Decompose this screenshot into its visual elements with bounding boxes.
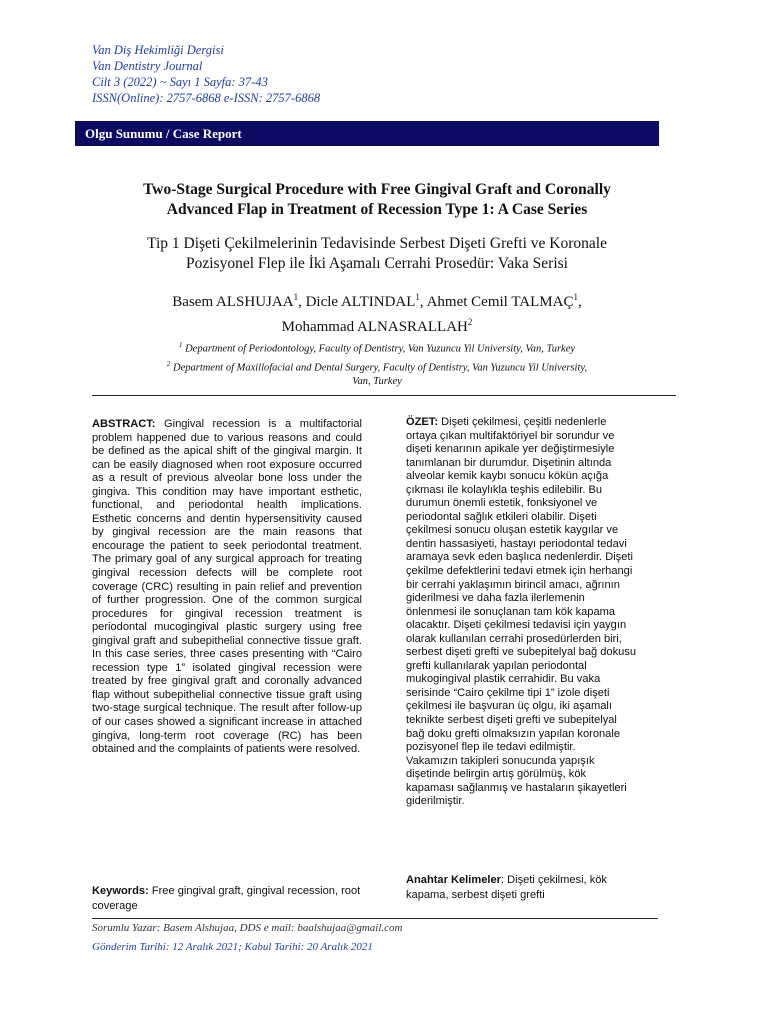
ozet-line: alveolar kemik kaybı sonucu kökün açığa bbox=[406, 470, 609, 483]
anahtar-text-continued: kapama, serbest dişeti grefti bbox=[406, 889, 545, 901]
ozet-line: giderilmesi ve daha fazla ilerlemenin bbox=[406, 592, 585, 605]
ozet-line: aramaya sevk eden başlıca nedenlerdir. Dişeti bbox=[406, 551, 633, 564]
abstract-turkish bbox=[406, 416, 658, 809]
author-affiliation-mark: 1 bbox=[573, 292, 578, 302]
ozet-line: kapaması sağlanmış ve hastaların şikayetleri bbox=[406, 781, 627, 794]
title-english-line-1: Two-Stage Surgical Procedure with Free Gingival Graft and Coronally bbox=[143, 181, 611, 198]
journal-issn: ISSN(Online): 2757-6868 e-ISSN: 2757-6868 bbox=[92, 91, 321, 105]
author-affiliation-mark: 1 bbox=[293, 292, 299, 302]
submission-dates: Gönderim Tarihi: 12 Aralık 2021; Kabul Tarihi: 20 Aralık 2021 bbox=[92, 941, 373, 953]
article-type-banner bbox=[75, 121, 659, 146]
keywords-text: Free gingival graft, gingival recession, root coverage bbox=[92, 885, 361, 912]
ozet-line: periodontal sağlık etkileri olabilir. Dişeti bbox=[406, 510, 597, 523]
author-name: Dicle ALTINDAL bbox=[305, 294, 416, 310]
corresponding-author: Sorumlu Yazar: Basem Alshujaa, DDS e mail: baalshujaa@gmail.com bbox=[92, 922, 403, 934]
abstract-english bbox=[92, 418, 362, 757]
ozet-line: mukogingival plastik cerrahidir. Bu vaka bbox=[406, 673, 601, 686]
article-type-label: Olgu Sunumu / Case Report bbox=[85, 126, 242, 141]
ozet-line: tanımlanan bir durumdur. Dişetinin altında bbox=[406, 456, 612, 469]
header-divider bbox=[92, 395, 676, 396]
author-affiliation-mark: 2 bbox=[467, 317, 473, 327]
ozet-label: ÖZET: bbox=[406, 416, 439, 428]
ozet-line: Vakamızın takipleri sonucunda yapışık bbox=[406, 754, 595, 767]
journal-header bbox=[92, 42, 320, 106]
author-list: Basem ALSHUJAA$^1$, Dicle ALTINDAL$^1$, Ahmet Cemil TALMAÇ$^1$, Mohammad ALNASRALLAH$^2$ bbox=[172, 292, 582, 335]
ozet-line: önlenmesi ile sonuçlanan tam kök kapama bbox=[406, 605, 616, 618]
title-turkish-line-1: Tip 1 Dişeti Çekilmelerinin Tedavisinde Serbest Dişeti Grefti ve Koronale bbox=[147, 235, 607, 252]
ozet-line: çekilmesi ile başvuran üç olgu, iki aşamalı bbox=[406, 700, 612, 713]
ozet-line: çekilmesi sonucu oluşan estetik kaygılar ve bbox=[406, 524, 619, 537]
affiliations bbox=[92, 338, 662, 389]
ozet-line: bir cerrahi yaklaşımın birincil amacı, ağrının bbox=[406, 578, 620, 591]
ozet-line: çıkması ile kolaylıkla teşhis edilebilir. Bu bbox=[406, 483, 603, 496]
ozet-line: pozisyonel flep ile tedavi edilmiştir. bbox=[406, 741, 576, 754]
ozet-line: Dişeti çekilmesi, çeşitli nedenlerle bbox=[441, 416, 607, 428]
ozet-line: grefti kullanılarak yapılan periodontal bbox=[406, 659, 587, 672]
keywords-label: Keywords: bbox=[92, 885, 149, 897]
ozet-line: serbest dişeti grefti ve subepitelyal bağ dokusu bbox=[406, 646, 637, 659]
ozet-line: olacaktır. Dişeti çekilmesi tedavisi için yaygın bbox=[406, 619, 627, 632]
footer-divider bbox=[92, 918, 658, 919]
author-name: Ahmet Cemil TALMAÇ bbox=[426, 294, 574, 310]
ozet-line: dentin hassasiyeti, hastayı periodontal tedavi bbox=[406, 537, 627, 550]
title-english-line-2: Advanced Flap in Treatment of Recession Type 1: A Case Series bbox=[166, 201, 588, 218]
author-name: Mohammad ALNASRALLAH bbox=[281, 319, 468, 335]
title-english bbox=[92, 180, 662, 220]
affiliation-2: $^2$ Department of Maxillofacial and Dental Surgery, Faculty of Dentistry, Van Yuzuncu Yil University, bbox=[166, 359, 588, 373]
journal-name-tr: Van Diş Hekimliği Dergisi bbox=[92, 43, 224, 57]
anahtar-text: : Dişeti çekilmesi, kök bbox=[500, 874, 607, 886]
ozet-line: dişetinde belirgin artış görülmüş, kök bbox=[406, 768, 587, 781]
journal-volume: Cilt 3 (2022) ~ Sayı 1 Sayfa: 37-43 bbox=[92, 75, 268, 89]
keywords-english bbox=[92, 884, 362, 914]
abstract-text: Gingival recession is a multifactorial problem happened due to various reasons and could be defined as the apical shift of the gingival margin. It can be easily diagnosed when root exposure occurred as a result of previous alveolar bone loss under the gingiva. This condition may have important esthetic, functional, and periodontal health implications. Esthetic concerns and dentin hypersensitivity caused by gingival recession are the main reasons that encourage the patient to seek periodontal treatment. The primary goal of any surgical approach for treating gingival recession defects will be complete root coverage (CRC) resulting in pain relief and prevention of further progression. One of the common surgical procedures for gingival recession treatment is periodontal mucogingival plastic surgery using free gingival graft and subepithelial connective tissue graft. In this case series, three cases presenting with “Cairo recession type 1” isolated gingival recession were treated by free gingival graft and coronally advanced flap without subepithelial connective tissue graft using two-stage surgical technique. The result after follow-up of our cases showed a significant increase in attached gingiva, long-term root coverage (RC) has been obtained and the complaints of patients were resolved. bbox=[92, 418, 362, 756]
author-affiliation-mark: 1 bbox=[415, 292, 420, 302]
ozet-line: teknikte serbest dişeti grefti ve subepitelyal bbox=[406, 714, 617, 727]
author-name: Basem ALSHUJAA bbox=[172, 294, 294, 310]
title-turkish-line-2: Pozisyonel Flep ile İki Aşamalı Cerrahi Prosedür: Vaka Serisi bbox=[186, 255, 568, 272]
ozet-line: durumun önemli estetik, fonksiyonel ve bbox=[406, 497, 598, 510]
ozet-line: dişeti kenarının apikale yer değiştirmesiyle bbox=[406, 443, 615, 456]
ozet-line: ortaya çıkan multifaktöriyel bir sorundur ve bbox=[406, 429, 615, 442]
title-turkish bbox=[92, 234, 662, 274]
affiliation-2-continued: Van, Turkey bbox=[352, 376, 402, 387]
ozet-line: çekilme defektlerini tedavi etmek için herhangi bbox=[406, 565, 633, 578]
affiliation-1: $^1$ Department of Periodontology, Faculty of Dentistry, Van Yuzuncu Yil University, Van, Turkey bbox=[178, 341, 576, 355]
ozet-line: giderilmiştir. bbox=[406, 795, 465, 808]
journal-name-en: Van Dentistry Journal bbox=[92, 59, 203, 73]
abstract-label: ABSTRACT: bbox=[92, 418, 156, 430]
ozet-line: serisinde “Cairo çekilme tipi 1” izole dişeti bbox=[406, 686, 610, 699]
keywords-turkish bbox=[406, 873, 658, 903]
anahtar-label: Anahtar Kelimeler bbox=[406, 874, 501, 886]
ozet-line: bağ doku grefti olmaksızın yapılan koronale bbox=[406, 727, 620, 740]
ozet-line: olarak kullanılan cerrahi prosedürlerden biri, bbox=[406, 632, 622, 645]
